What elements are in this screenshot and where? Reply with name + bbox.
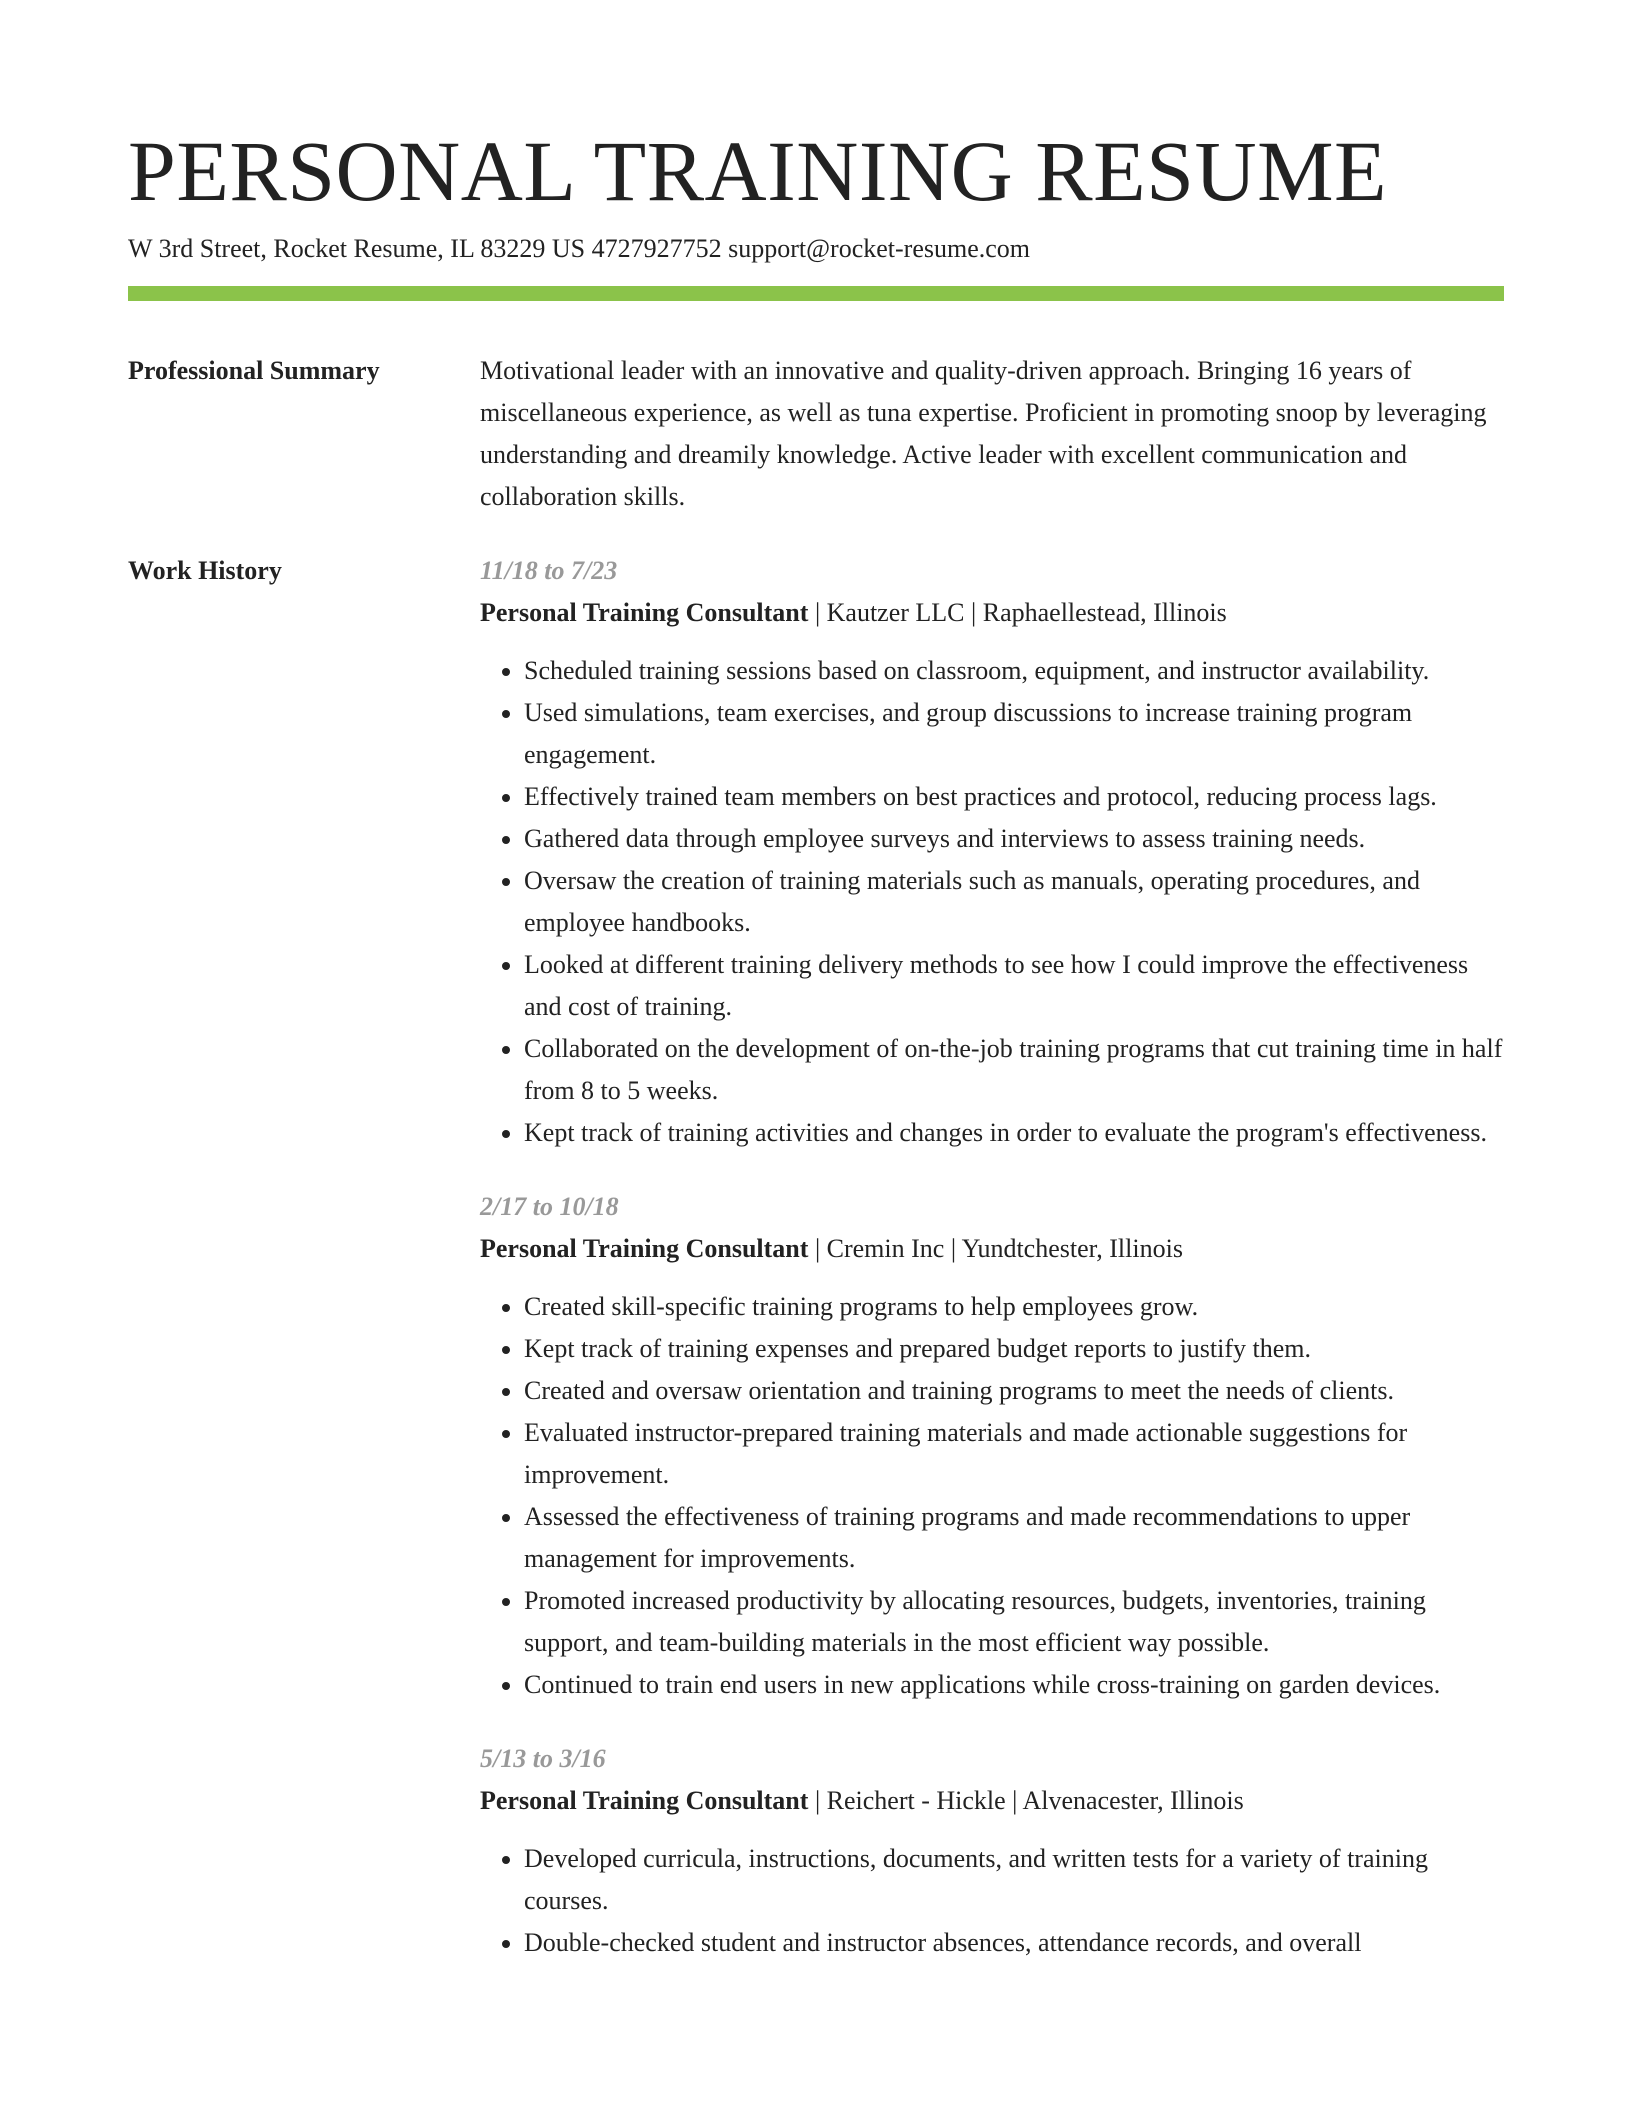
job-dates: 11/18 to 7/23 [480, 556, 618, 585]
list-item: • Looked at different training delivery methods to see how I could improve the effectiveness and cost of training. [524, 944, 1504, 1028]
list-item: • Promoted increased productivity by allocating resources, budgets, inventories, training support, and team-building materials in the most efficient way possible. [524, 1580, 1504, 1664]
job-dates: 5/13 to 3/16 [480, 1744, 606, 1773]
job-dates: 2/17 to 10/18 [480, 1192, 619, 1221]
list-item: • Gathered data through employee surveys and interviews to assess training needs. [524, 818, 1504, 860]
list-item: • Oversaw the creation of training materials such as manuals, operating procedures, and employee handbooks. [524, 860, 1504, 944]
job-entry [480, 1186, 1504, 1706]
job-company-location: | Reichert - Hickle | Alvenacester, Illinois [808, 1786, 1244, 1815]
job-company-location: | Cremin Inc | Yundtchester, Illinois [808, 1234, 1183, 1263]
header-divider [128, 286, 1504, 301]
list-item: • Used simulations, team exercises, and group discussions to increase training program engagement. [524, 692, 1504, 776]
section-title-work-history: Work History [128, 556, 282, 585]
job-entry [480, 550, 1504, 1154]
job-entry [480, 1738, 1504, 1964]
job-title: Personal Training Consultant [480, 1234, 809, 1263]
list-item: • Kept track of training activities and changes in order to evaluate the program's effectiveness. [524, 1112, 1504, 1154]
work-history-body [480, 550, 1504, 1996]
list-item: • Evaluated instructor-prepared training materials and made actionable suggestions for improvement. [524, 1412, 1504, 1496]
job-title: Personal Training Consultant [480, 1786, 809, 1815]
summary-text: Motivational leader with an innovative and quality-driven approach. Bringing 16 years of miscellaneous experience, as well as tuna expertise. Proficient in promoting snoop by leveraging understanding and dreamily knowledge. Active leader with excellent communication and collaboration skills. [480, 356, 1487, 511]
list-item: • Double-checked student and instructor absences, attendance records, and overall [524, 1922, 1504, 1964]
list-item: • Collaborated on the development of on-the-job training programs that cut training time in half from 8 to 5 weeks. [524, 1028, 1504, 1112]
job-heading [480, 1228, 1504, 1270]
job-responsibilities-list [480, 650, 1504, 1154]
section-title-summary: Professional Summary [128, 356, 380, 385]
list-item: • Scheduled training sessions based on classroom, equipment, and instructor availability. [524, 650, 1504, 692]
job-responsibilities-list [480, 1286, 1504, 1706]
list-item: • Assessed the effectiveness of training programs and made recommendations to upper management for improvements. [524, 1496, 1504, 1580]
list-item: • Continued to train end users in new applications while cross-training on garden devices. [524, 1664, 1504, 1706]
contact-line: W 3rd Street, Rocket Resume, IL 83229 US 4727927752 support@rocket-resume.com [128, 234, 1031, 263]
list-item: • Effectively trained team members on best practices and protocol, reducing process lags. [524, 776, 1504, 818]
job-company-location: | Kautzer LLC | Raphaellestead, Illinois [808, 598, 1227, 627]
job-responsibilities-list [480, 1838, 1504, 1964]
job-title: Personal Training Consultant [480, 598, 809, 627]
list-item: • Developed curricula, instructions, documents, and written tests for a variety of training courses. [524, 1838, 1504, 1922]
job-heading [480, 1780, 1504, 1822]
resume-title: PERSONAL TRAINING RESUME [128, 123, 1388, 219]
list-item: • Created skill-specific training programs to help employees grow. [524, 1286, 1504, 1328]
summary-body [480, 350, 1504, 518]
list-item: • Kept track of training expenses and prepared budget reports to justify them. [524, 1328, 1504, 1370]
list-item: • Created and oversaw orientation and training programs to meet the needs of clients. [524, 1370, 1504, 1412]
job-heading [480, 592, 1504, 634]
